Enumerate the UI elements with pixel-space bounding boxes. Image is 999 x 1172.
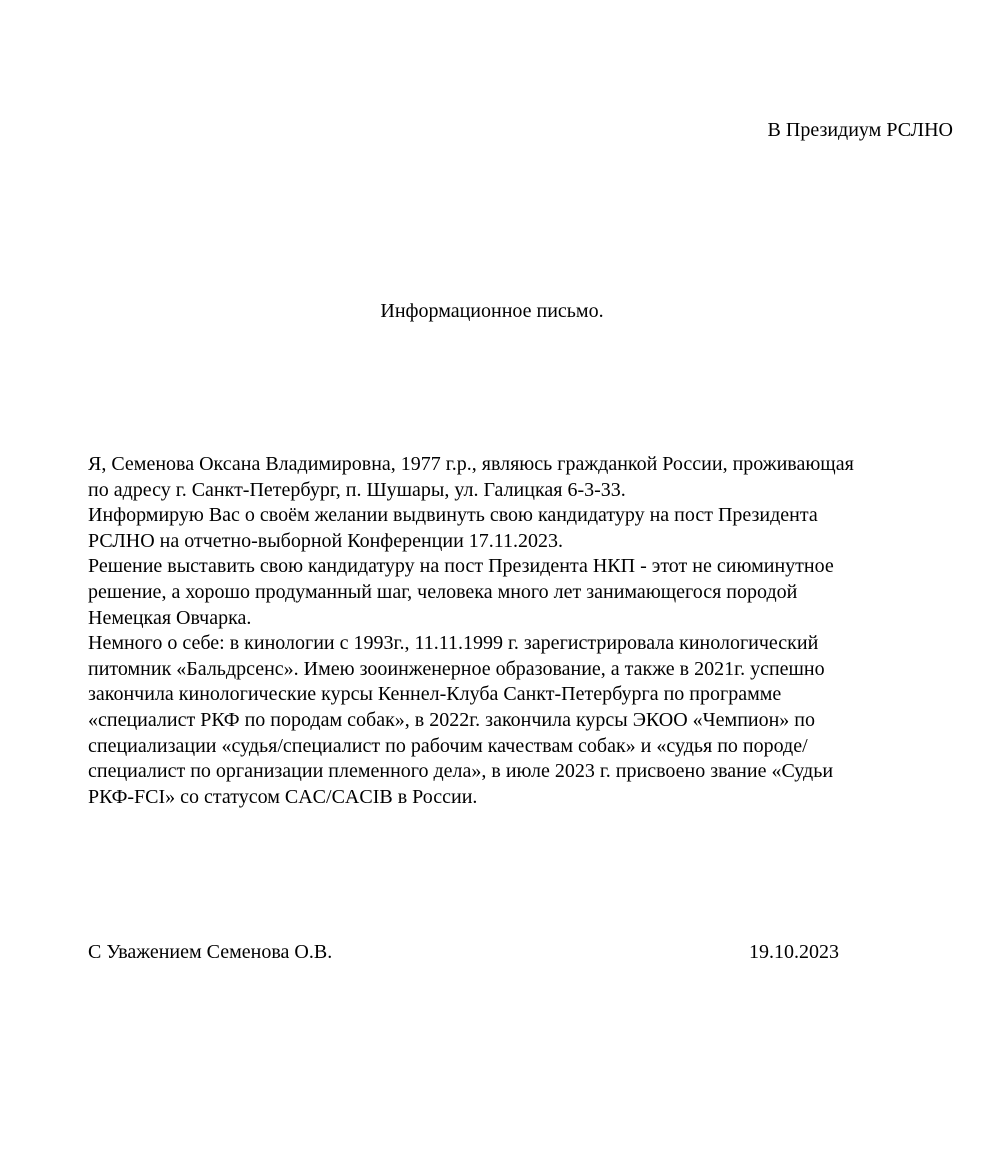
letter-title: Информационное письмо. [380,300,604,322]
body-line: Информирую Вас о своём желании выдвинуть свою кандидатуру на пост Президента [88,504,818,527]
body-line: закончила кинологические курсы Кеннел-Клуба Санкт-Петербурга по программе [88,683,782,706]
letter-date: 19.10.2023 [749,941,839,963]
body-line: Я, Семенова Оксана Владимировна, 1977 г.р., являюсь гражданкой России, проживающая [88,453,854,475]
letter-body [88,452,968,810]
body-line: Немного о себе: в кинологии с 1993г., 11.11.1999 г. зарегистрировала кинологический [88,632,819,655]
body-line: РКФ-FCI» со статусом CAC/CACIB в России. [88,785,478,808]
body-line: специализации «судья/специалист по рабочим качествам собак» и «судья по породе/ [88,734,808,757]
body-line: «специалист РКФ по породам собак», в 2022г. закончила курсы ЭКОО «Чемпион» по [88,708,816,731]
body-line: Решение выставить свою кандидатуру на пост Президента НКП - этот не сиюминутное [88,555,834,578]
body-line: специалист по организации племенного дела», в июле 2023 г. присвоено звание «Судьи [88,760,834,783]
closing-signature: С Уважением Семенова О.В. [88,941,333,963]
addressee: В Президиум РСЛНО [767,119,953,141]
body-line: РСЛНО на отчетно-выборной Конференции 17.11.2023. [88,529,564,552]
body-line: решение, а хорошо продуманный шаг, человека много лет занимающегося породой [88,580,798,603]
body-line: Немецкая Овчарка. [88,606,252,629]
body-line: по адресу г. Санкт-Петербург, п. Шушары, ул. Галицкая 6-3-33. [88,478,626,501]
body-line: питомник «Бальдрсенс». Имею зооинженерное образование, а также в 2021г. успешно [88,657,825,680]
